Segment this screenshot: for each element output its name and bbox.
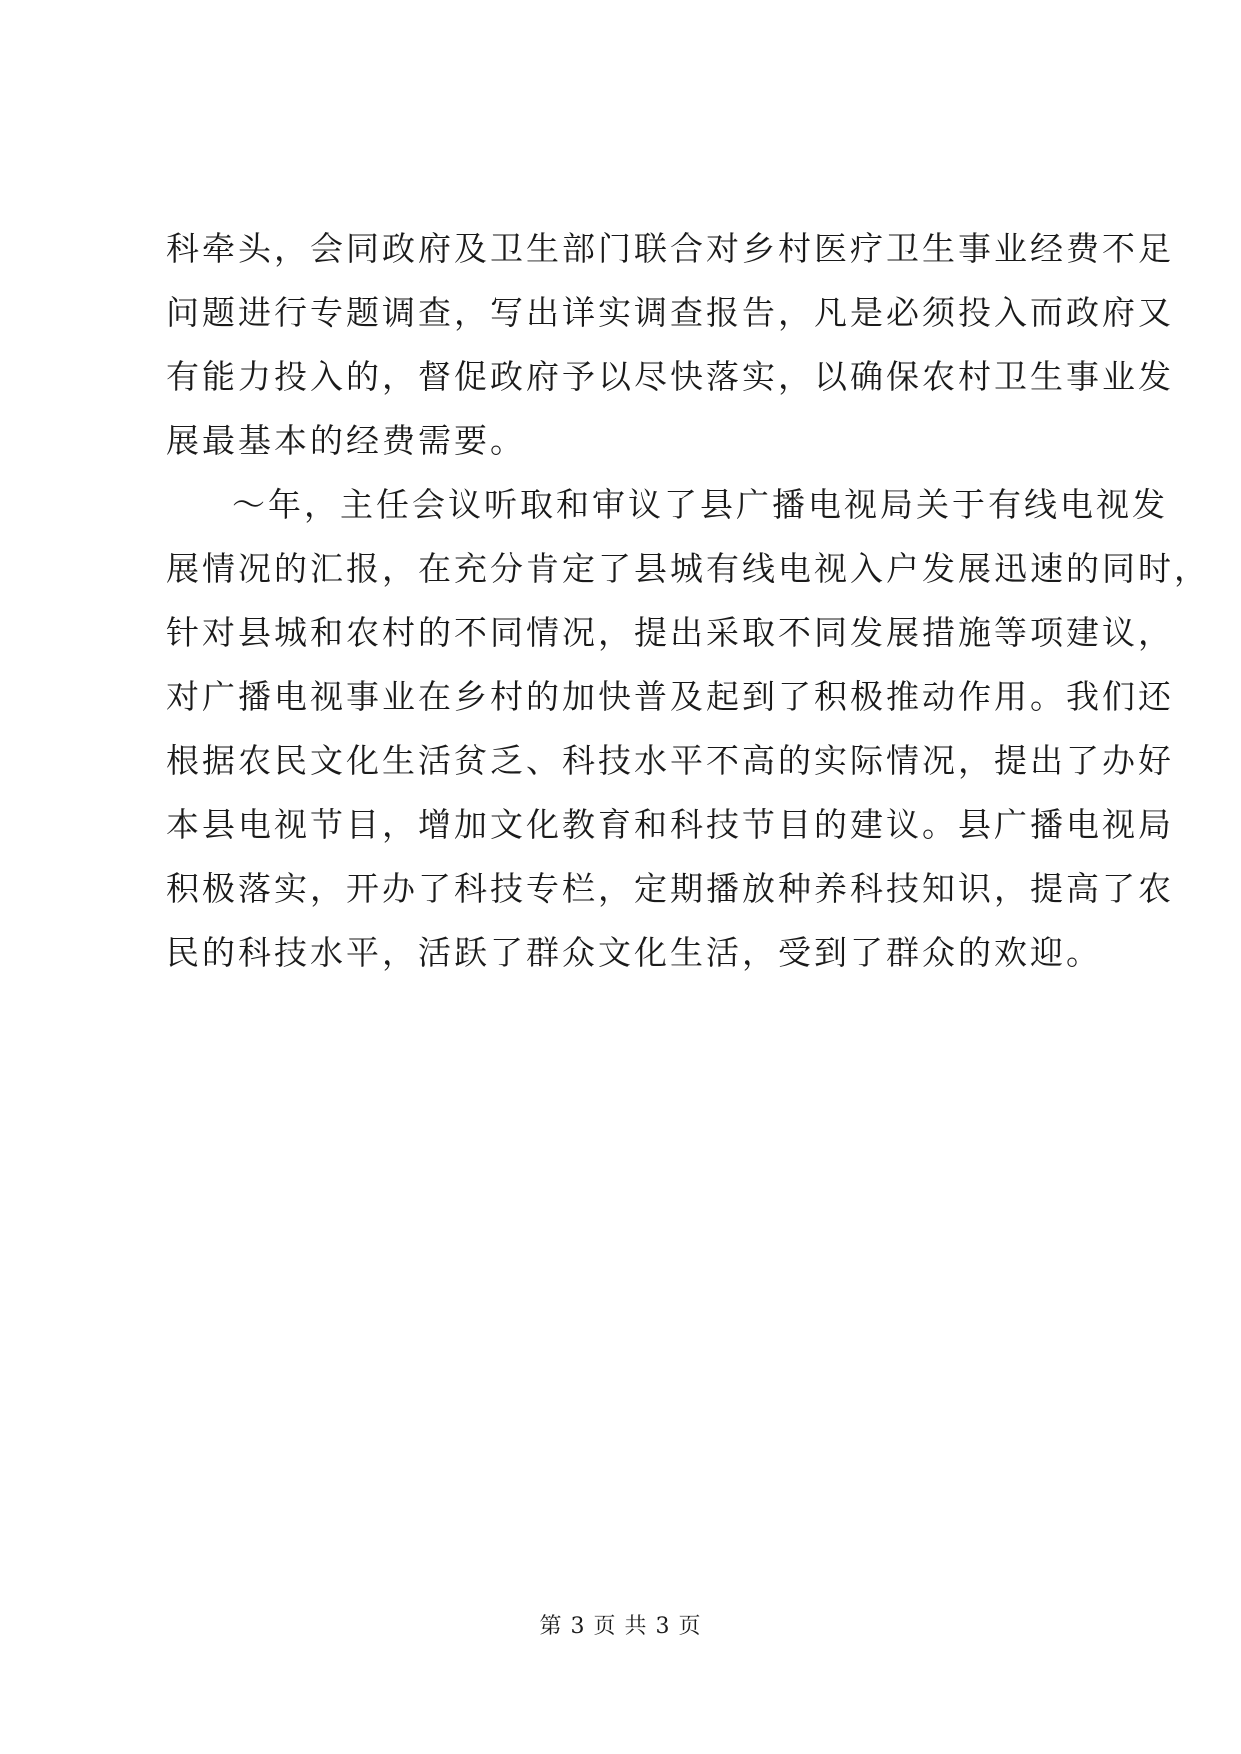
page-number-footer: 第 3 页 共 3 页	[539, 1614, 702, 1639]
paragraph-1-line-3: 有能力投入的，督促政府予以尽快落实，以确保农村卫生事业发	[166, 357, 1174, 396]
paragraph-2-line-3: 针对县城和农村的不同情况，提出采取不同发展措施等项建议，	[166, 613, 1174, 652]
paragraph-2-line-4: 对广播电视事业在乡村的加快普及起到了积极推动作用。我们还	[166, 677, 1174, 716]
paragraph-1-line-2: 问题进行专题调查，写出详实调查报告，凡是必须投入而政府又	[166, 293, 1174, 332]
paragraph-2-line-8: 民的科技水平，活跃了群众文化生活，受到了群众的欢迎。	[166, 933, 1102, 972]
paragraph-1-line-4: 展最基本的经费需要。	[166, 421, 526, 460]
paragraph-2-line-5: 根据农民文化生活贫乏、科技水平不高的实际情况，提出了办好	[166, 741, 1174, 780]
paragraph-2-line-6: 本县电视节目，增加文化教育和科技节目的建议。县广播电视局	[166, 805, 1174, 844]
paragraph-2-line-2: 展情况的汇报，在充分肯定了县城有线电视入户发展迅速的同时，	[166, 549, 1210, 588]
paragraph-2-line-7: 积极落实，开办了科技专栏，定期播放种养科技知识，提高了农	[166, 869, 1174, 908]
paragraph-2-line-1: ～年，主任会议听取和审议了县广播电视局关于有线电视发	[232, 485, 1168, 524]
paragraph-1-line-1: 科牵头，会同政府及卫生部门联合对乡村医疗卫生事业经费不足	[166, 229, 1174, 268]
